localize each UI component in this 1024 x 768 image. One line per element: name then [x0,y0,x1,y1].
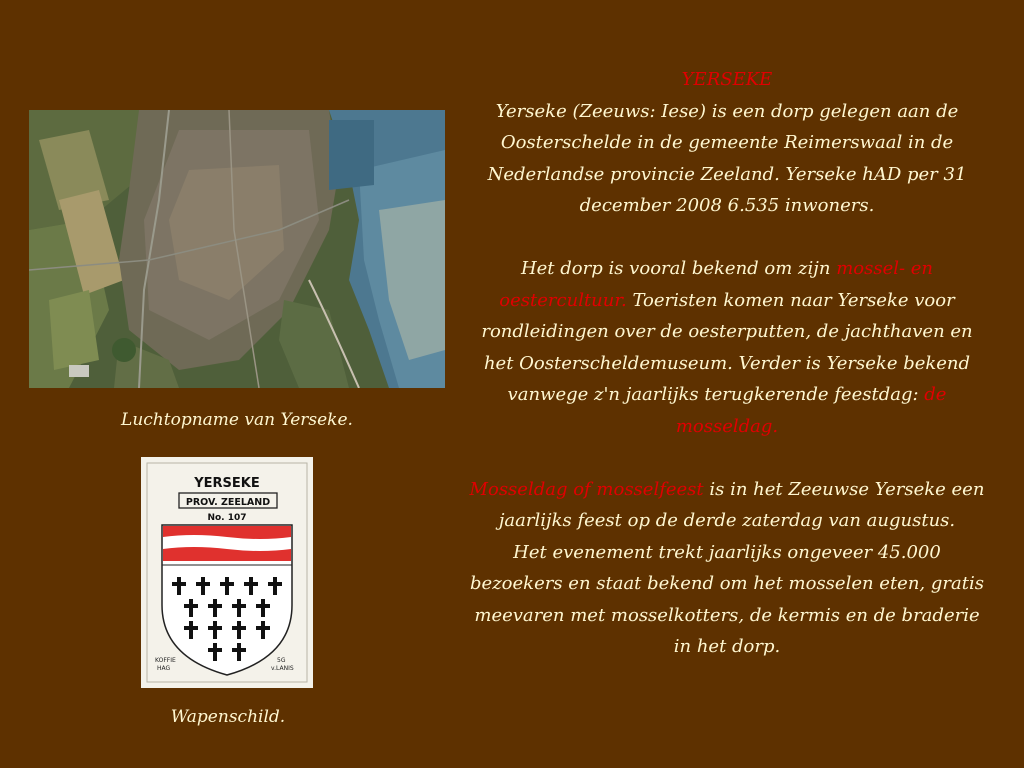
festival-highlight: Mosseldag of mosselfeest [469,478,704,500]
event-paragraph: Het evenement trekt jaarlijks ongeveer 45.000 bezoekers en staat bekend om het mosselen eten, gratis meevaren met mosselkotters, de kermis en de braderie in het dorp. [470,541,984,657]
crest-title: YERSEKE [194,476,260,491]
festival-text: is in het Zeeuwse Yerseke een jaarlijks feest op de derde zaterdag van augustus. [498,478,985,531]
culture-text-mid: Toeristen komen naar Yerseke voor rondleidingen over de oesterputten, de jachthaven en het Oosterscheldemuseum. Verder is Yerseke bekend vanwege z'n jaarlijks terugkerende feestdag: [481,289,973,405]
festival-paragraph [466,474,988,537]
crest-mark-left-2: HAG [157,665,171,672]
crest-number: No. 107 [207,513,247,523]
description-text [466,64,988,663]
aerial-caption: Luchtopname van Yerseke. [121,410,353,430]
culture-highlight: mossel- en oestercultuur. [499,258,934,311]
crest-mark-right-2: v.LANIS [271,665,294,672]
intro-paragraph: Yerseke (Zeeuws: Iese) is een dorp gelegen aan de Oosterschelde in de gemeente Reimerswaal in de Nederlandse provincie Zeeland. Yerseke hAD per 31 december 2008 6.535 inwoners. [487,100,967,216]
crest-province: PROV. ZEELAND [185,497,271,508]
crest-mark-right-1: 5G [277,657,286,664]
culture-paragraph [466,253,988,442]
aerial-photo [29,110,445,388]
mosseldag-highlight: de mosseldag. [675,384,947,437]
crest-mark-left-1: KOFFIE [155,657,176,664]
page-title: YERSEKE [681,69,773,90]
crest-caption: Wapenschild. [170,707,286,727]
culture-text-start: Het dorp is vooral bekend om zijn [520,258,837,279]
coat-of-arms-card [141,457,313,688]
